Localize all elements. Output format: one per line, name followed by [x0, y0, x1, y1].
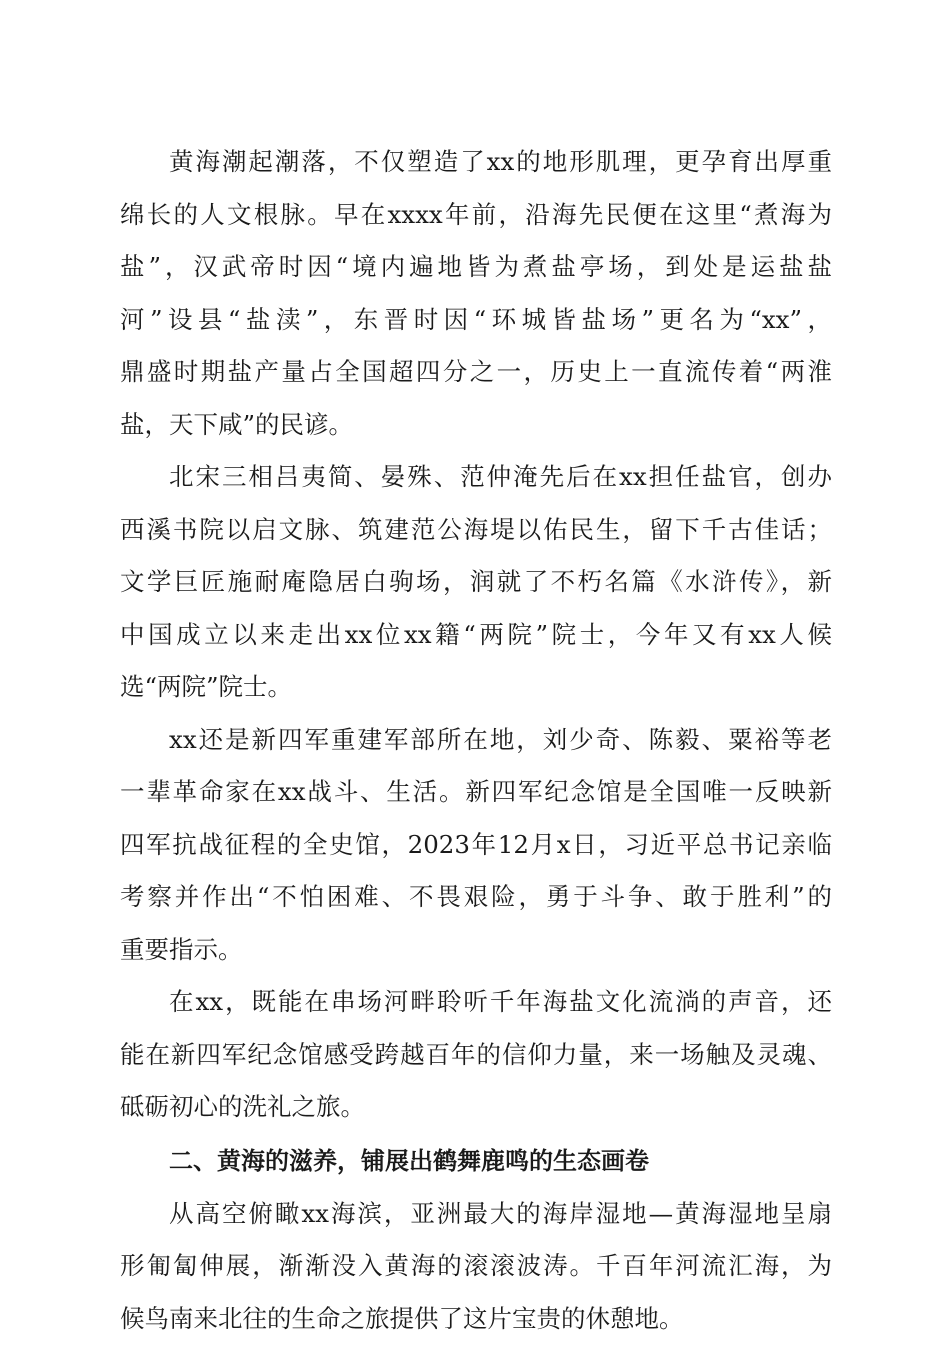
text-line: 形匍匐伸展，渐渐没入黄海的滚滚波涛。千百年河流汇海，为: [120, 1240, 832, 1293]
text-line: 北宋三相吕夷简、晏殊、范仲淹先后在xx担任盐官，创办: [120, 451, 832, 504]
paragraph-literary-heritage: [120, 451, 832, 714]
paragraph-wetland: [120, 1188, 832, 1345]
text-line: 绵长的人文根脉。早在xxxx年前，沿海先民便在这里“煮海为: [120, 189, 832, 242]
text-line: 在xx，既能在串场河畔聆听千年海盐文化流淌的声音，还: [120, 976, 832, 1029]
text-line: 选“两院”院士。: [120, 661, 832, 714]
text-line: 能在新四军纪念馆感受跨越百年的信仰力量，来一场触及灵魂、: [120, 1029, 832, 1082]
text-line: 西溪书院以启文脉、筑建范公海堤以佑民生，留下千古佳话；: [120, 504, 832, 557]
text-line: xx还是新四军重建军部所在地，刘少奇、陈毅、粟裕等老: [120, 714, 832, 767]
text-line: 盐，天下咸”的民谚。: [120, 399, 832, 452]
text-line: 重要指示。: [120, 924, 832, 977]
text-line: 砥砺初心的洗礼之旅。: [120, 1081, 832, 1134]
paragraph-journey: [120, 976, 832, 1134]
text-line: 一辈革命家在xx战斗、生活。新四军纪念馆是全国唯一反映新: [120, 766, 832, 819]
text-line: 河”设县“盐渎”，东晋时因“环城皆盐场”更名为“xx”，: [120, 294, 832, 347]
text-line: 黄海潮起潮落，不仅塑造了xx的地形肌理，更孕育出厚重: [120, 136, 832, 189]
paragraph-salt-history: [120, 136, 832, 451]
text-line: 考察并作出“不怕困难、不畏艰险，勇于斗争、敢于胜利”的: [120, 871, 832, 924]
text-line: 文学巨匠施耐庵隐居白驹场，润就了不朽名篇《水浒传》，新: [120, 556, 832, 609]
text-line: 盐”，汉武帝时因“境内遍地皆为煮盐亭场，到处是运盐盐: [120, 241, 832, 294]
text-line: 候鸟南来北往的生命之旅提供了这片宝贵的休憩地。: [120, 1293, 832, 1345]
text-line: 从高空俯瞰xx海滨，亚洲最大的海岸湿地—黄海湿地呈扇: [120, 1188, 832, 1241]
section-heading: 二、黄海的滋养，铺展出鹤舞鹿鸣的生态画卷: [120, 1134, 832, 1188]
paragraph-new-fourth-army: [120, 714, 832, 977]
text-line: 四军抗战征程的全史馆，2023年12月x日，习近平总书记亲临: [120, 819, 832, 872]
text-line: 中国成立以来走出xx位xx籍“两院”院士，今年又有xx人候: [120, 609, 832, 662]
text-line: 鼎盛时期盐产量占全国超四分之一，历史上一直流传着“两淮: [120, 346, 832, 399]
document-body: [120, 136, 832, 1345]
